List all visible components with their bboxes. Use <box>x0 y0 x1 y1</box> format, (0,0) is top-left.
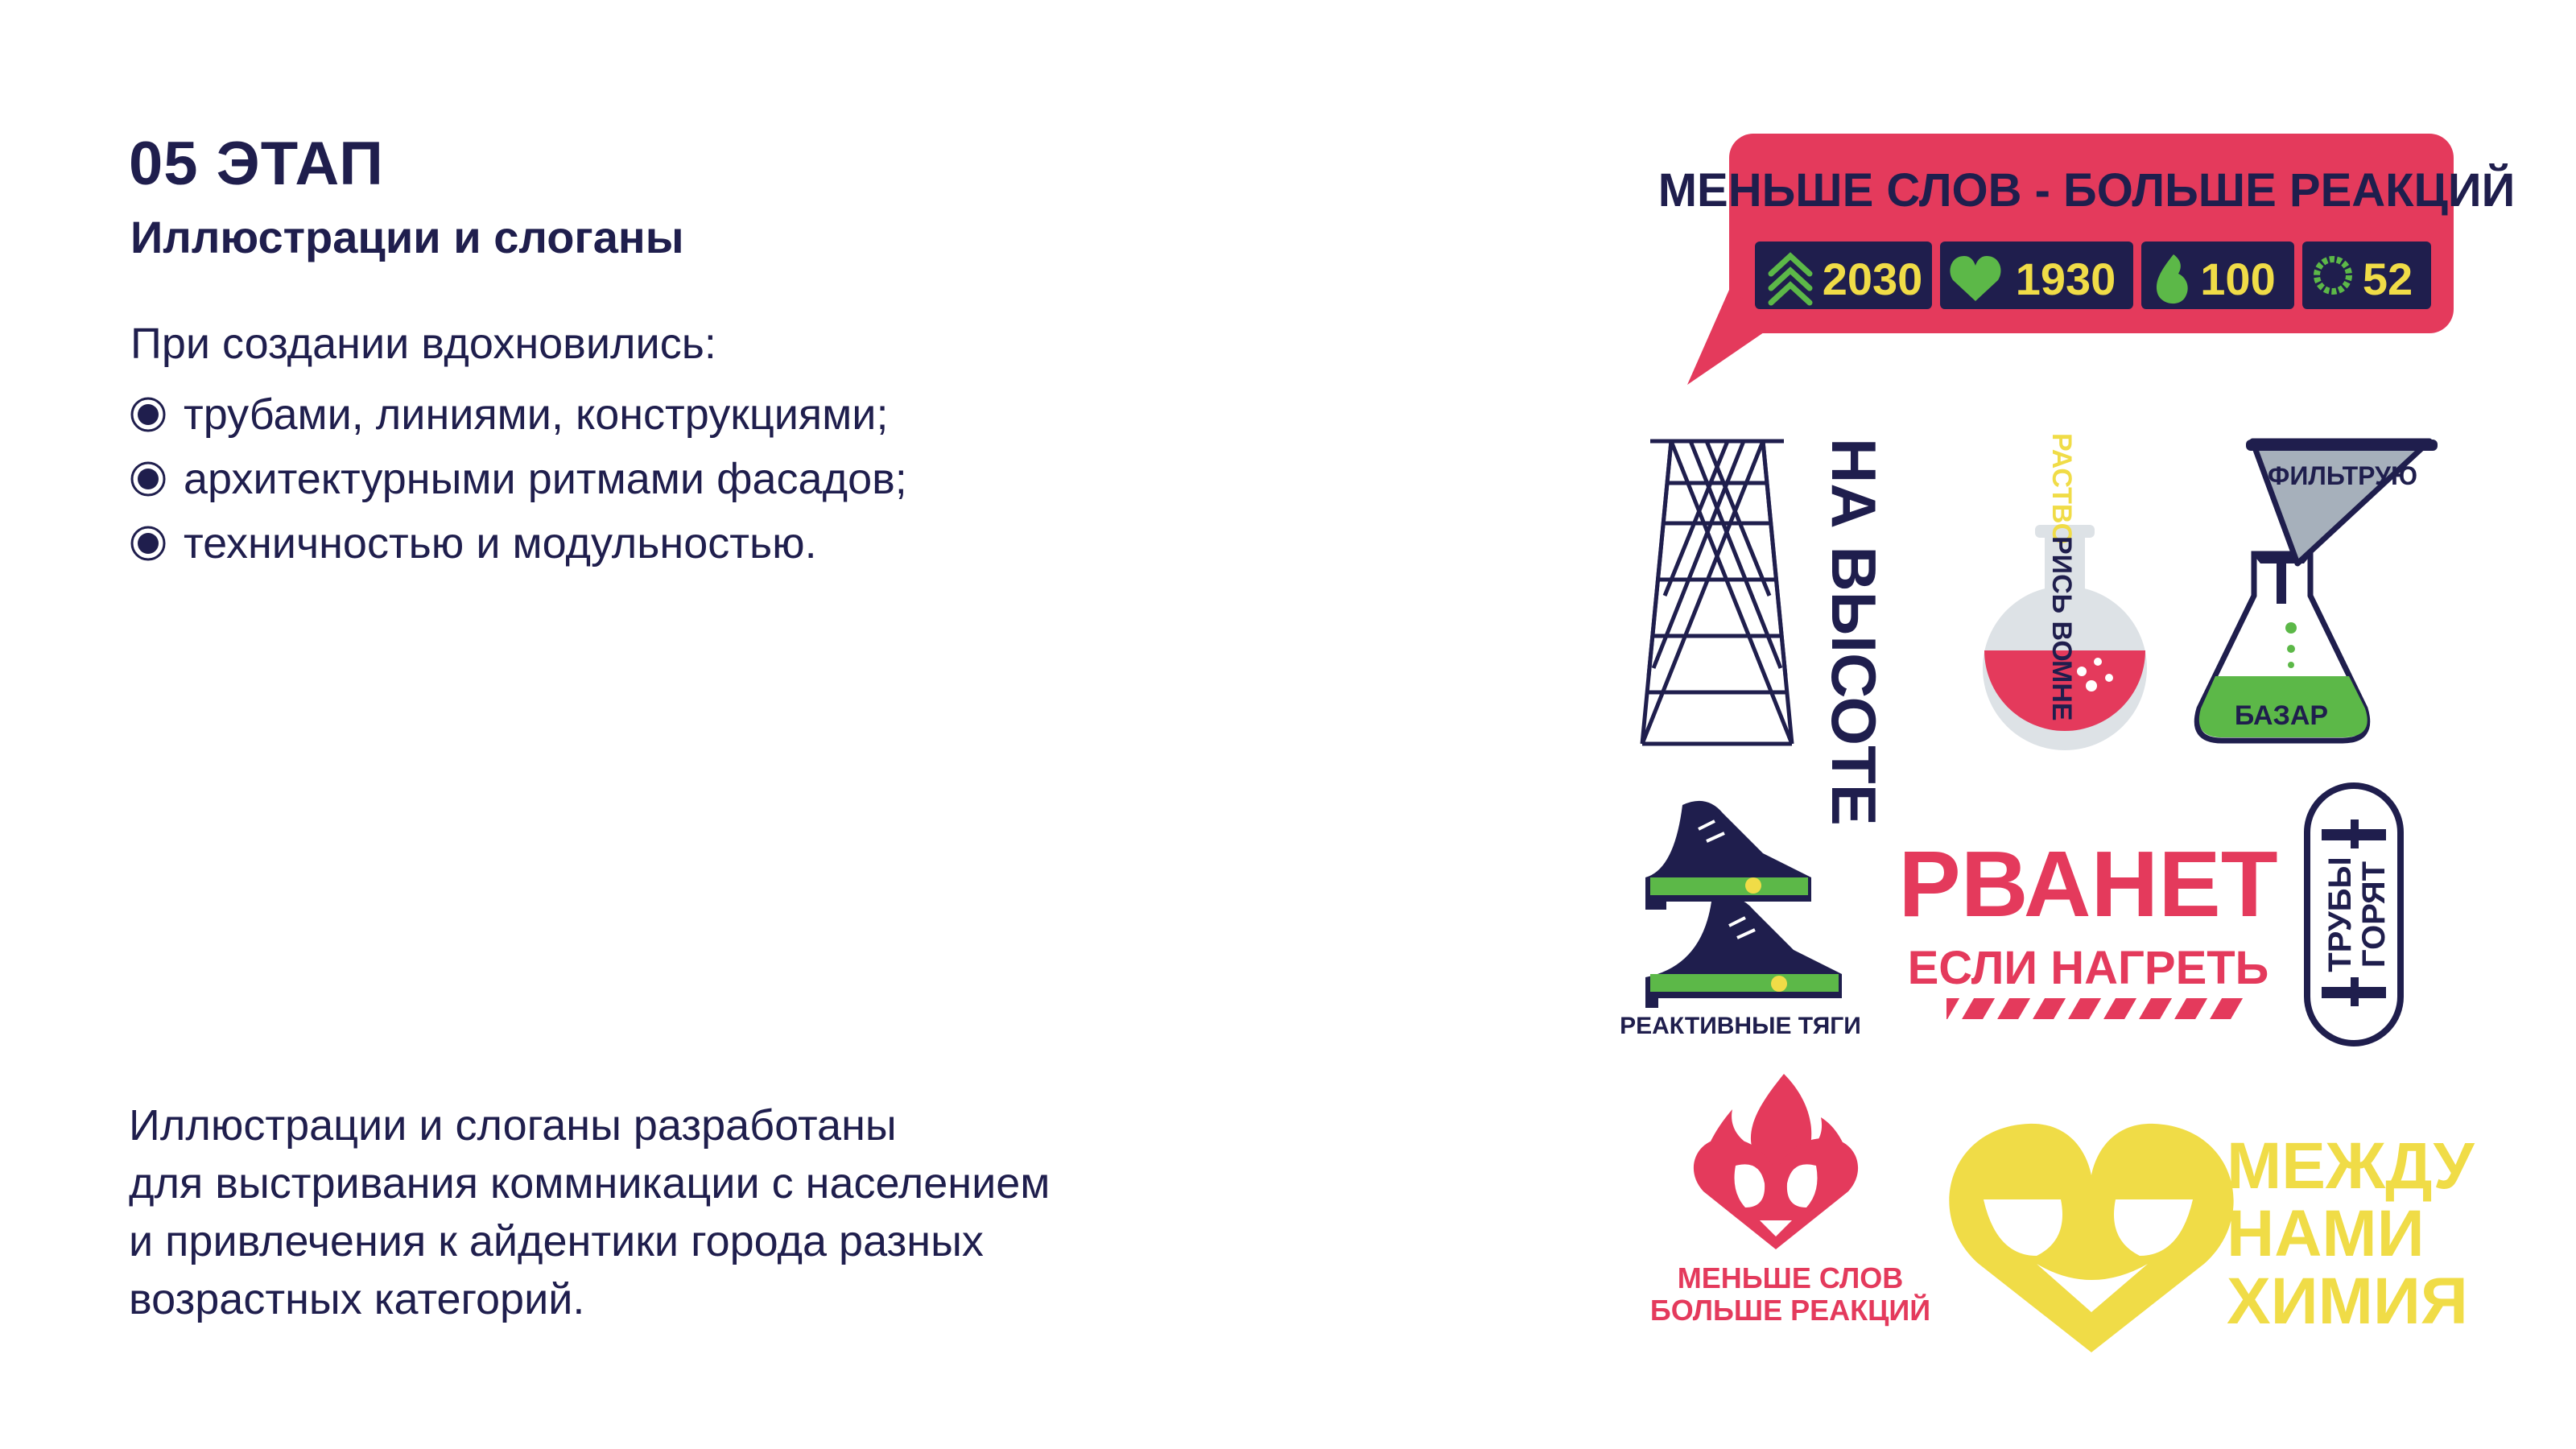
footer-line: для выстривания коммникации с населением <box>129 1159 1051 1208</box>
sneakers-caption: РЕАКТИВНЫЕ ТЯГИ <box>1620 1013 1861 1039</box>
flask-slogan-middle: РИСЬ ВО <box>2046 536 2077 662</box>
chemistry-line1: МЕЖДУ <box>2227 1129 2475 1203</box>
chemistry-heart-icon <box>1949 1124 2233 1352</box>
funnel-bottom-label: БАЗАР <box>2234 700 2329 731</box>
flame-heart-icon <box>1694 1074 1858 1249</box>
chemistry-line2: НАМИ <box>2227 1197 2425 1270</box>
counter-value: 52 <box>2362 254 2413 304</box>
pipes-line2: ГОРЯТ <box>2356 861 2392 968</box>
shukhov-tower-icon <box>1642 441 1792 744</box>
counter-value: 1930 <box>2015 254 2116 304</box>
footer-line: и привлечения к айдентики города разных <box>129 1217 984 1265</box>
footer-line: возрастных категорий. <box>129 1275 585 1323</box>
flame-heart-line2: БОЛЬШЕ РЕАКЦИЙ <box>1649 1294 1931 1327</box>
speech-bubble <box>1658 134 2516 385</box>
flame-heart-line1: МЕНЬШЕ СЛОВ <box>1677 1261 1904 1294</box>
tower-slogan: НА ВЫСОТЕ <box>1818 438 1889 826</box>
explode-line1: РВАНЕТ <box>1898 832 2278 936</box>
stage-title: 05 ЭТАП <box>129 130 384 198</box>
funnel-top-label: ФИЛЬТРУЮ <box>2268 461 2417 490</box>
list-item-text: архитектурными ритмами фасадов; <box>184 455 907 503</box>
footer-line: Иллюстрации и слоганы разработаны <box>129 1101 897 1150</box>
explode-line2: ЕСЛИ НАГРЕТЬ <box>1907 942 2269 994</box>
chemistry-line3: ХИМИЯ <box>2227 1265 2468 1338</box>
flask-slogan-bottom: МНЕ <box>2046 660 2077 721</box>
bubble-slogan: МЕНЬШЕ СЛОВ - БОЛЬШЕ РЕАКЦИЙ <box>1657 164 2516 217</box>
pipes-line1: ТРУБЫ <box>2322 857 2358 972</box>
stage-subtitle: Иллюстрации и слоганы <box>130 212 684 262</box>
flask-slogan-top: РАСТВО <box>2046 433 2077 545</box>
list-item-text: трубами, линиями, конструкциями; <box>184 390 889 439</box>
counter-value: 100 <box>2200 254 2276 304</box>
intro-text: При создании вдохновились: <box>130 320 716 368</box>
sneakers-icon <box>1645 801 1842 1008</box>
counter-value: 2030 <box>1822 254 1923 304</box>
list-item-text: техничностью и модульностью. <box>184 519 817 568</box>
hazard-stripe <box>1946 998 2244 1019</box>
